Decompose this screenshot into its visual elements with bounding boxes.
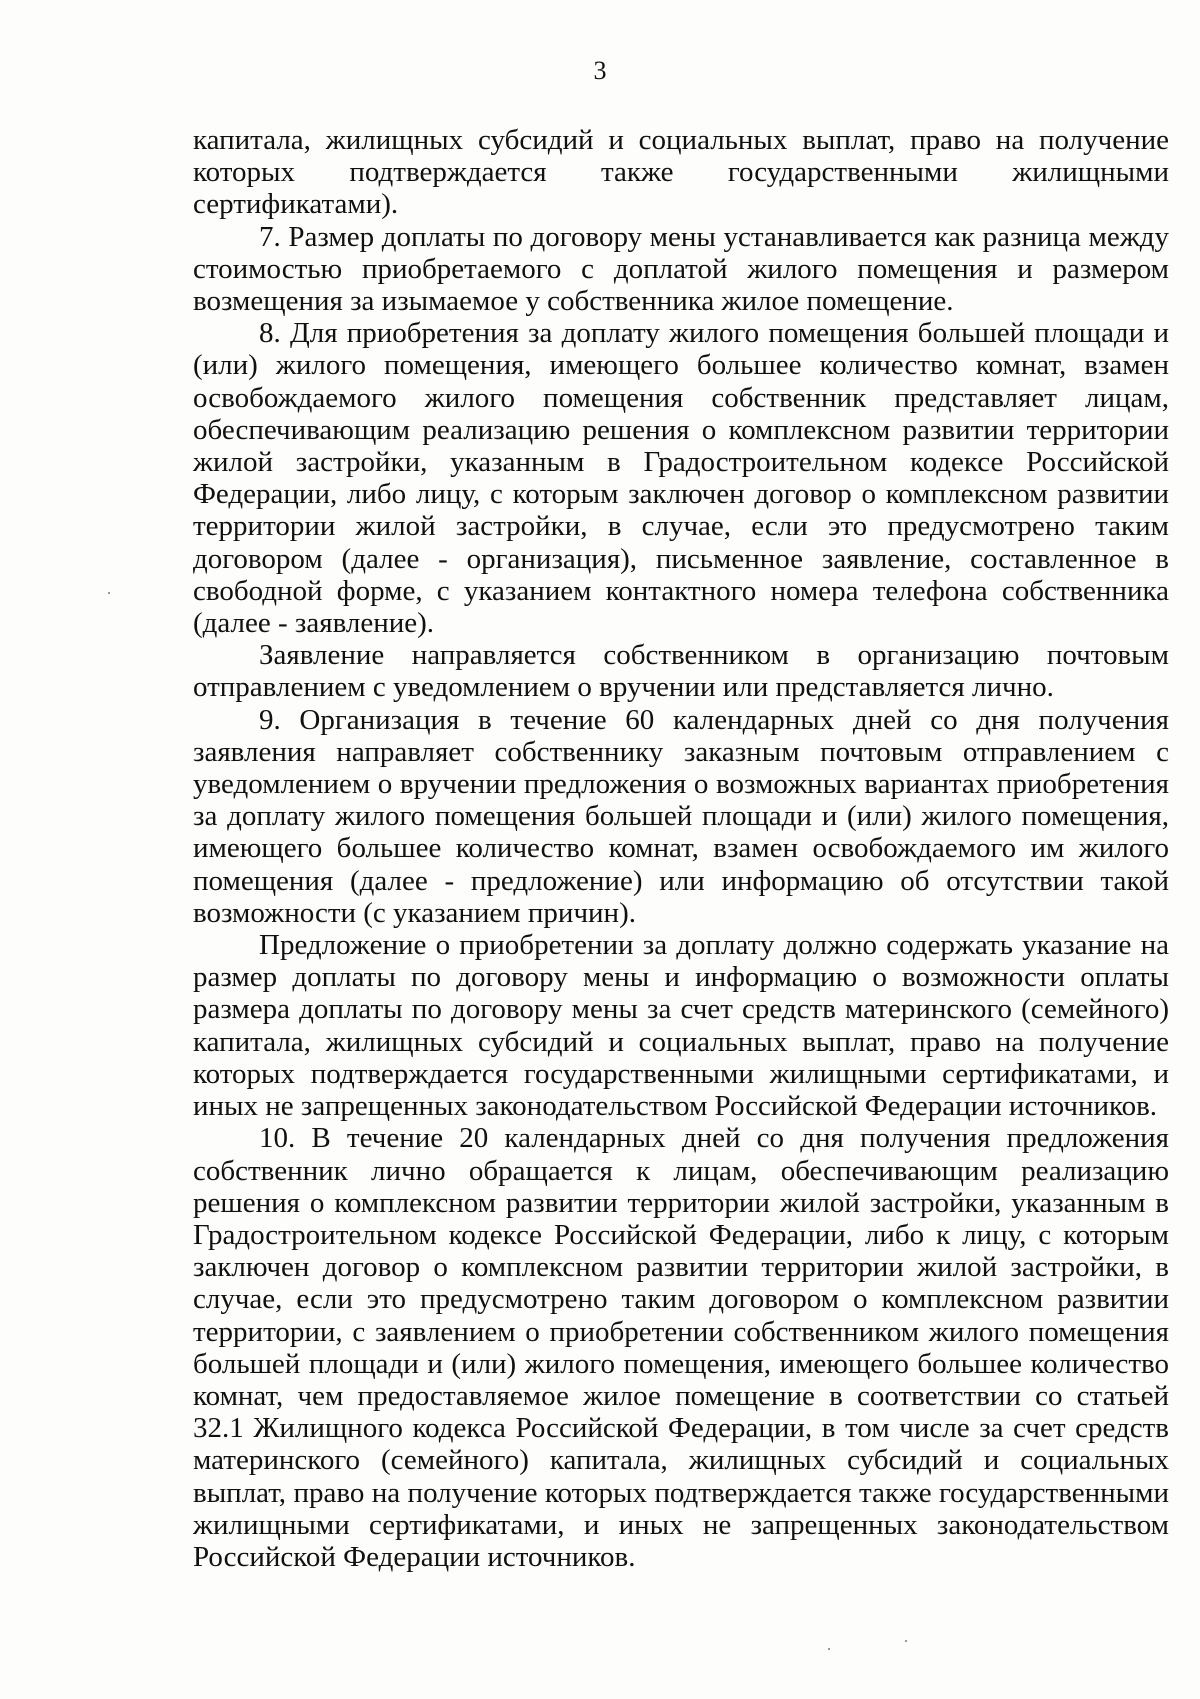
scan-speck [828,1648,830,1650]
document-body [193,124,1169,1573]
paragraph-item-10: 10. В течение 20 календарных дней со дня получения предложения собственник лично обращается к лицам, обеспечивающим реализацию решения о комплексном развитии территории жилой застройки, указанным в Градостроительном кодексе Российской Федерации, либо к лицу, с которым заключен договор о комплексном развитии территории жилой застройки, в случае, если это предусмотрено таким договором о комплексном развитии территории, с заявлением о приобретении собственником жилого помещения большей площади и (или) жилого помещения, имеющего большее количество комнат, чем предоставляемое жилое помещение в соответствии со статьей 32.1 Жилищного кодекса Российской Федерации, в том числе за счет средств материнского (семейного) капитала, жилищных субсидий и социальных выплат, право на получение которых подтверждается также государственными жилищными сертификатами, и иных не запрещенных законодательством Российской Федерации источников. [193,1122,1169,1573]
paragraph-continuation: капитала, жилищных субсидий и социальных выплат, право на получение которых подтверждается также государственными жилищными сертификатами). [193,124,1169,221]
paragraph-offer-content: Предложение о приобретении за доплату должно содержать указание на размер доплаты по договору мены и информацию о возможности оплаты размера доплаты по договору мены за счет средств материнского (семейного) капитала, жилищных субсидий и социальных выплат, право на получение которых подтверждается государственными жилищными сертификатами, и иных не запрещенных законодательством Российской Федерации источников. [193,929,1169,1123]
scan-speck [905,1640,907,1642]
page-number: 3 [593,56,607,85]
scan-speck [108,592,110,594]
paragraph-item-8: 8. Для приобретения за доплату жилого помещения большей площади и (или) жилого помещения, имеющего большее количество комнат, взамен освобождаемого жилого помещения собственник представляет лицам, обеспечивающим реализацию решения о комплексном развитии территории жилой застройки, указанным в Градостроительном кодексе Российской Федерации, либо лицу, с которым заключен договор о комплексном развитии территории жилой застройки, в случае, если это предусмотрено таким договором (далее - организация), письменное заявление, составленное в свободной форме, с указанием контактного номера телефона собственника (далее - заявление). [193,317,1169,640]
paragraph-application-delivery: Заявление направляется собственником в организацию почтовым отправлением с уведомлением о вручении или представляется лично. [193,639,1169,704]
paragraph-item-7: 7. Размер доплаты по договору мены устанавливается как разница между стоимостью приобретаемого с доплатой жилого помещения и размером возмещения за изымаемое у собственника жилое помещение. [193,220,1169,318]
paragraph-item-9: 9. Организация в течение 60 календарных дней со дня получения заявления направляет собственнику заказным почтовым отправлением с уведомлением о вручении предложения о возможных вариантах приобретения за доплату жилого помещения большей площади и (или) жилого помещения, имеющего большее количество комнат, взамен освобождаемого им жилого помещения (далее - предложение) или информацию об отсутствии такой возможности (с указанием причин). [193,703,1169,929]
